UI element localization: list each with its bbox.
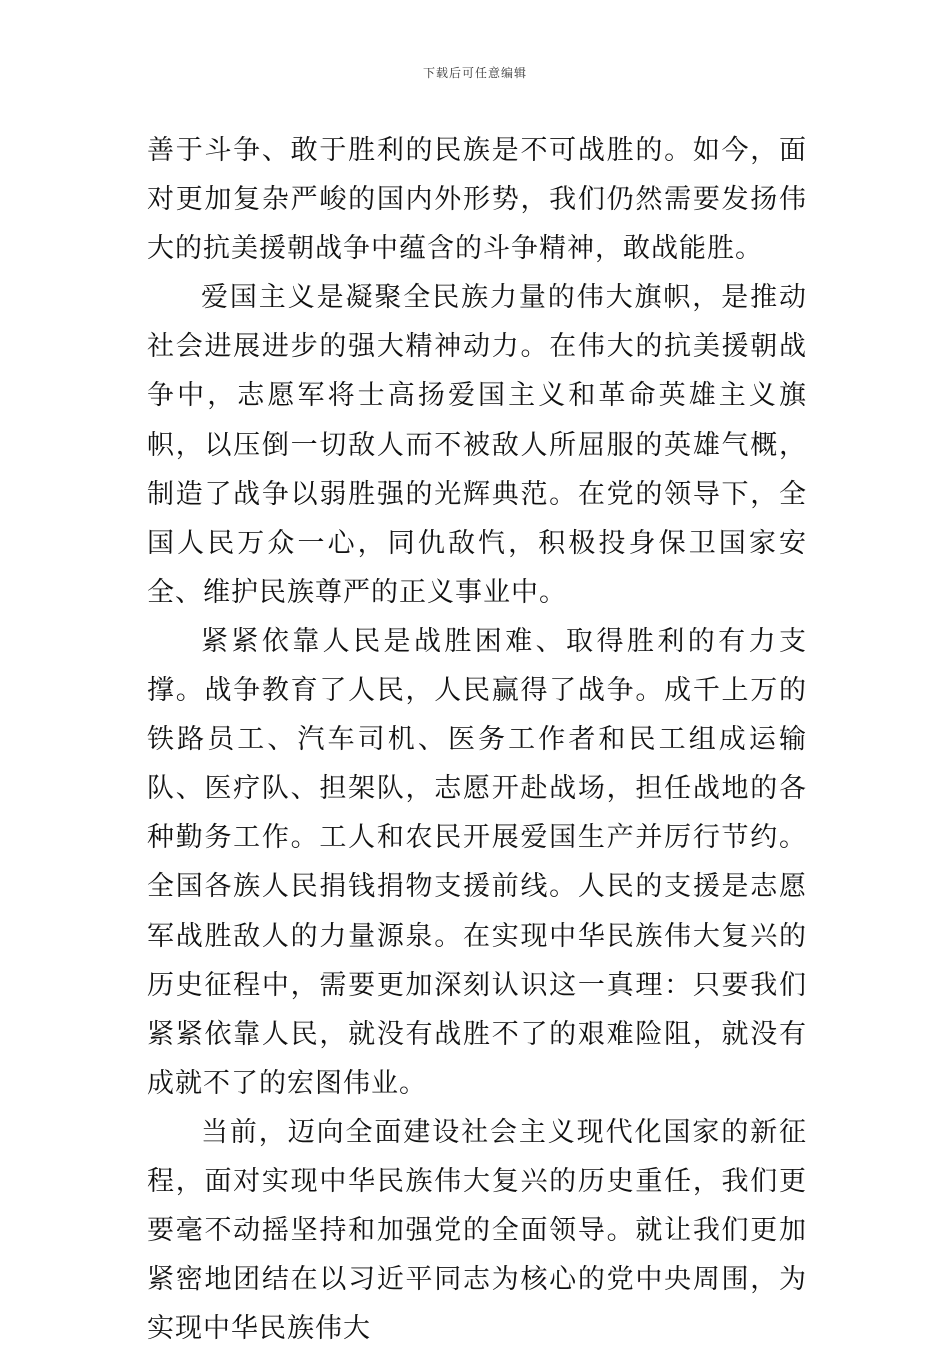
header-note: 下载后可任意编辑 bbox=[422, 66, 527, 80]
body-text bbox=[147, 126, 807, 1353]
paragraph-current-mission: 当前，迈向全面建设社会主义现代化国家的新征程，面对实现中华民族伟大复兴的历史重任，我们更要毫不动摇坚持和加强党的全面领导。就让我们更加紧密地团结在以习近平同志为核心的党中央周围，为实现中华民族伟大 bbox=[147, 1116, 807, 1345]
paragraph-continuation: 善于斗争、敢于胜利的民族是不可战胜的。如今，面对更加复杂严峻的国内外形势，我们仍然需要发扬伟大的抗美援朝战争中蕴含的斗争精神，敢战能胜。 bbox=[147, 135, 807, 265]
paragraph-rely-on-people: 紧紧依靠人民是战胜困难、取得胜利的有力支撑。战争教育了人民，人民赢得了战争。成千上万的铁路员工、汽车司机、医务工作者和民工组成运输队、医疗队、担架队，志愿开赴战场，担任战地的各种勤务工作。工人和农民开展爱国生产并厉行节约。全国各族人民捐钱捐物支援前线。人民的支援是志愿军战胜敌人的力量源泉。在实现中华民族伟大复兴的历史征程中，需要更加深刻认识这一真理：只要我们紧紧依靠人民，就没有战胜不了的艰难险阻，就没有成就不了的宏图伟业。 bbox=[147, 625, 807, 1099]
paragraph-patriotism: 爱国主义是凝聚全民族力量的伟大旗帜，是推动社会进展进步的强大精神动力。在伟大的抗美援朝战争中，志愿军将士高扬爱国主义和革命英雄主义旗帜，以压倒一切敌人而不被敌人所屈服的英雄气概，制造了战争以弱胜强的光辉典范。在党的领导下，全国人民万众一心，同仇敌忾，积极投身保卫国家安全、维护民族尊严的正义事业中。 bbox=[147, 282, 807, 608]
